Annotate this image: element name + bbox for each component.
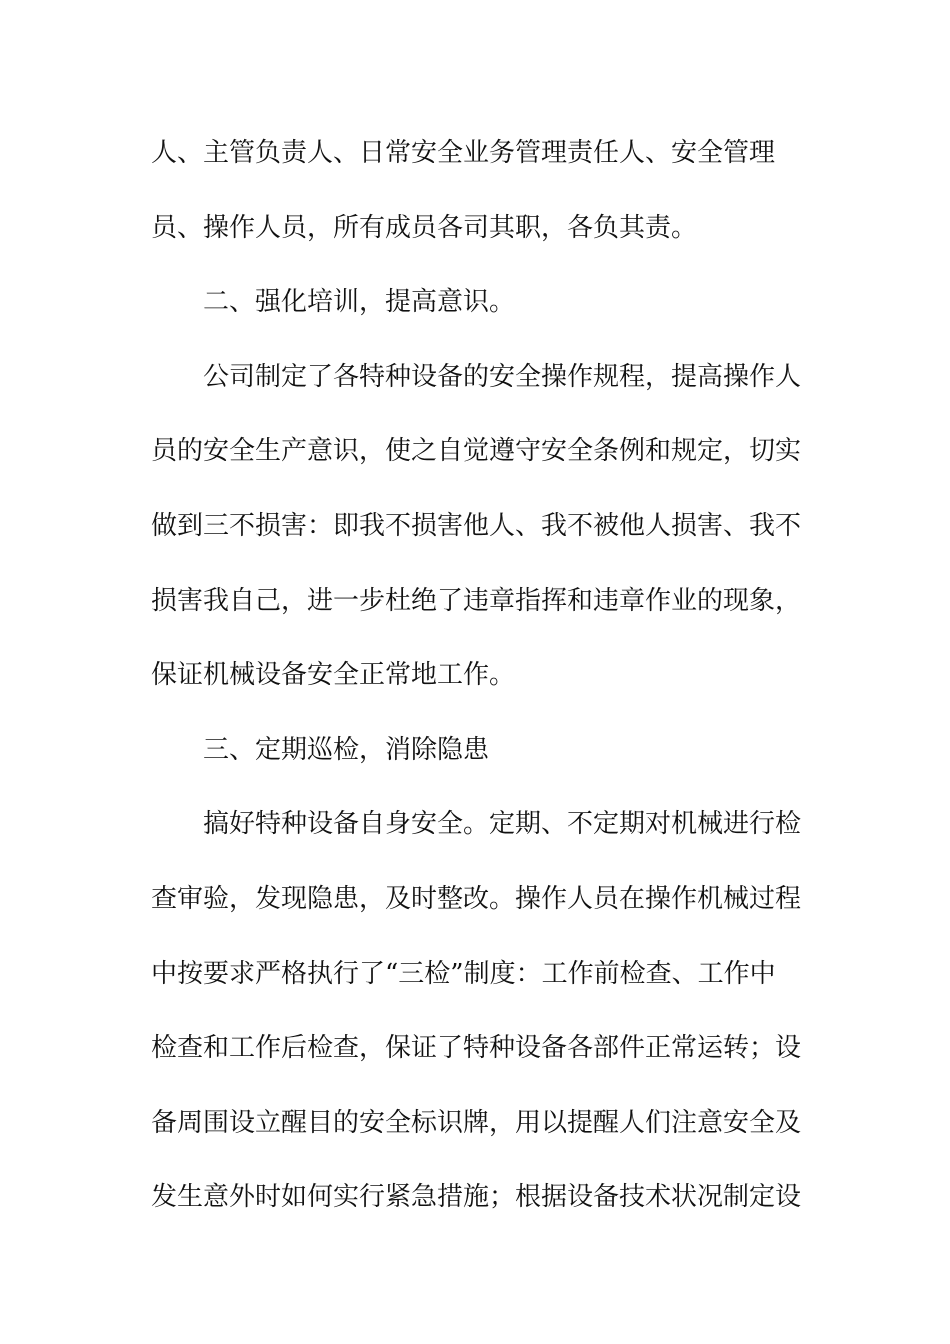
text-line-1: 人、主管负责人、日常安全业务管理责任人、安全管理 bbox=[151, 138, 776, 168]
text-line-8: 保证机械设备安全正常地工作。 bbox=[151, 660, 516, 691]
text-line-2: 员、操作人员，所有成员各司其职，各负其责。 bbox=[151, 212, 698, 243]
text-line-12: 中按要求严格执行了“三检”制度：工作前检查、工作中 bbox=[151, 958, 776, 989]
text-line-15: 发生意外时如何实行紧急措施；根据设备技术状况制定设 bbox=[151, 1182, 802, 1213]
text-line-13: 检查和工作后检查，保证了特种设备各部件正常运转；设 bbox=[151, 1033, 802, 1064]
text-line-11: 查审验，发现隐患，及时整改。操作人员在操作机械过程 bbox=[151, 883, 802, 914]
document-body bbox=[151, 116, 802, 1235]
text-line-10: 搞好特种设备自身安全。定期、不定期对机械进行检 bbox=[203, 809, 802, 840]
text-line-5: 员的安全生产意识，使之自觉遵守安全条例和规定，切实 bbox=[151, 436, 802, 467]
section-heading-3: 三、定期巡检，消除隐患 bbox=[203, 734, 490, 765]
text-line-14: 备周围设立醒目的安全标识牌，用以提醒人们注意安全及 bbox=[151, 1107, 802, 1138]
text-line-6: 做到三不损害：即我不损害他人、我不被他人损害、我不 bbox=[151, 510, 802, 541]
text-line-4: 公司制定了各特种设备的安全操作规程，提高操作人 bbox=[203, 361, 802, 392]
text-line-7: 损害我自己，进一步杜绝了违章指挥和违章作业的现象， bbox=[151, 585, 802, 616]
section-heading-2: 二、强化培训，提高意识。 bbox=[203, 287, 516, 318]
